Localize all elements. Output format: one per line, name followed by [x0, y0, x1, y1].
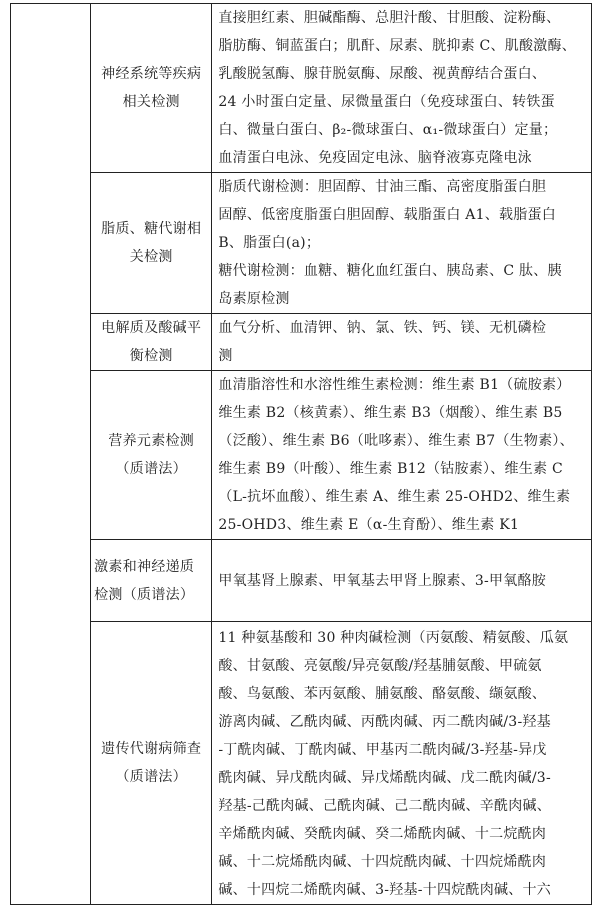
category-line: 衡检测: [129, 348, 173, 364]
category-line: 激素和神经递质: [94, 558, 195, 575]
items-line: （泛酸）、维生素 B6（吡哆素）、维生素 B7（生物素）、: [218, 433, 574, 449]
items-line: 血清脂溶性和水溶性维生素检测：维生素 B1（硫胺素）: [218, 377, 571, 393]
category-line: 检测（质谱法）: [94, 586, 195, 603]
items-line: 羟基-己酰肉碱、己酰肉碱、己二酰肉碱、辛酰肉碱、: [218, 798, 552, 814]
items-cell: [212, 540, 592, 622]
category-line: 电解质及酸碱平: [101, 320, 202, 336]
category-line: 神经系统等疾病: [101, 66, 202, 82]
category-cell: [91, 622, 212, 905]
category-cell: [91, 371, 212, 540]
items-line: 维生素 B2（核黄素）、维生素 B3（烟酸）、维生素 B5: [218, 405, 563, 421]
group-cell-empty: [11, 4, 91, 905]
items-line: 测: [218, 348, 233, 364]
items-line: 固醇、低密度脂蛋白胆固醇、载脂蛋白 A1、载脂蛋白: [218, 207, 557, 223]
items-line: 脂肪酶、铜蓝蛋白；肌酐、尿素、胱抑素 C、肌酸激酶、: [218, 38, 576, 54]
category-cell: [91, 173, 212, 314]
category-line: （质谱法）: [115, 769, 187, 785]
items-line: 11 种氨基酸和 30 种肉碱检测（丙氨酸、精氨酸、瓜氨: [218, 630, 569, 646]
test-items-table: [10, 3, 592, 905]
items-line: 游离肉碱、乙酰肉碱、丙酰肉碱、丙二酰肉碱/3-羟基: [218, 714, 551, 730]
table-row: [11, 371, 592, 540]
items-line: 辛烯酰肉碱、癸酰肉碱、癸二烯酰肉碱、十二烷酰肉: [218, 826, 547, 842]
items-cell: [212, 173, 592, 314]
items-cell: [212, 622, 592, 905]
items-line: 糖代谢检测：血糖、糖化血红蛋白、胰岛素、C 肽、胰: [218, 263, 562, 279]
items-line: -丁酰肉碱、丁酰肉碱、甲基丙二酰肉碱/3-羟基-异戊: [218, 742, 547, 758]
items-line: 血气分析、血清钾、钠、氯、铁、钙、镁、无机磷检: [218, 320, 547, 336]
category-line: 相关检测: [122, 94, 180, 110]
items-line: （L-抗坏血酸）、维生素 A、维生素 25-OHD2、维生素: [218, 489, 571, 505]
category-cell: [91, 314, 212, 371]
items-line: 酰肉碱、异戊酰肉碱、异戊烯酰肉碱、戊二酰肉碱/3-: [218, 770, 551, 786]
items-line: 血清蛋白电泳、免疫固定电泳、脑脊液寡克隆电泳: [218, 150, 532, 166]
category-cell: [91, 540, 212, 622]
items-cell: [212, 371, 592, 540]
items-line: 白、微量白蛋白、β₂-微球蛋白、α₁-微球蛋白）定量；: [218, 122, 558, 138]
items-line: 酸、甘氨酸、亮氨酸/异亮氨酸/羟基脯氨酸、甲硫氨: [218, 658, 542, 674]
items-line: 25-OHD3、维生素 E（α-生育酚）、维生素 K1: [218, 517, 520, 533]
items-line: 直接胆红素、胆碱酯酶、总胆汁酸、甘胆酸、淀粉酶、: [218, 10, 561, 26]
category-cell: [91, 4, 212, 173]
category-line: 脂质、糖代谢相: [101, 221, 202, 237]
table-row: [11, 314, 592, 371]
items-cell: [212, 314, 592, 371]
table-row: [11, 622, 592, 905]
items-line: 24 小时蛋白定量、尿微量蛋白（免疫球蛋白、转铁蛋: [218, 94, 555, 110]
items-line: 脂质代谢检测：胆固醇、甘油三酯、高密度脂蛋白胆: [218, 179, 547, 195]
category-line: 关检测: [129, 249, 173, 265]
items-line: 甲氧基肾上腺素、甲氧基去甲肾上腺素、3-甲氧酪胺: [218, 572, 546, 589]
items-line: 碱、十四烷二烯酰肉碱、3-羟基-十四烷酰肉碱、十六: [218, 882, 551, 898]
items-line: 维生素 B9（叶酸）、维生素 B12（钴胺素）、维生素 C: [218, 461, 563, 477]
items-line: 碱、十二烷烯酰肉碱、十四烷酰肉碱、十四烷烯酰肉: [218, 854, 547, 870]
table-row: [11, 4, 592, 173]
items-line: 酸、鸟氨酸、苯丙氨酸、脯氨酸、酪氨酸、缬氨酸、: [218, 686, 547, 702]
items-line: B、脂蛋白(a)；: [218, 235, 321, 251]
table-row: [11, 540, 592, 622]
items-line: 岛素原检测: [218, 291, 290, 307]
category-line: 营养元素检测: [108, 433, 195, 449]
category-line: 遗传代谢病筛查: [101, 741, 202, 757]
table-row: [11, 173, 592, 314]
items-cell: [212, 4, 592, 173]
items-line: 乳酸脱氢酶、腺苷脱氨酶、尿酸、视黄醇结合蛋白、: [218, 66, 547, 82]
category-line: （质谱法）: [115, 461, 187, 477]
